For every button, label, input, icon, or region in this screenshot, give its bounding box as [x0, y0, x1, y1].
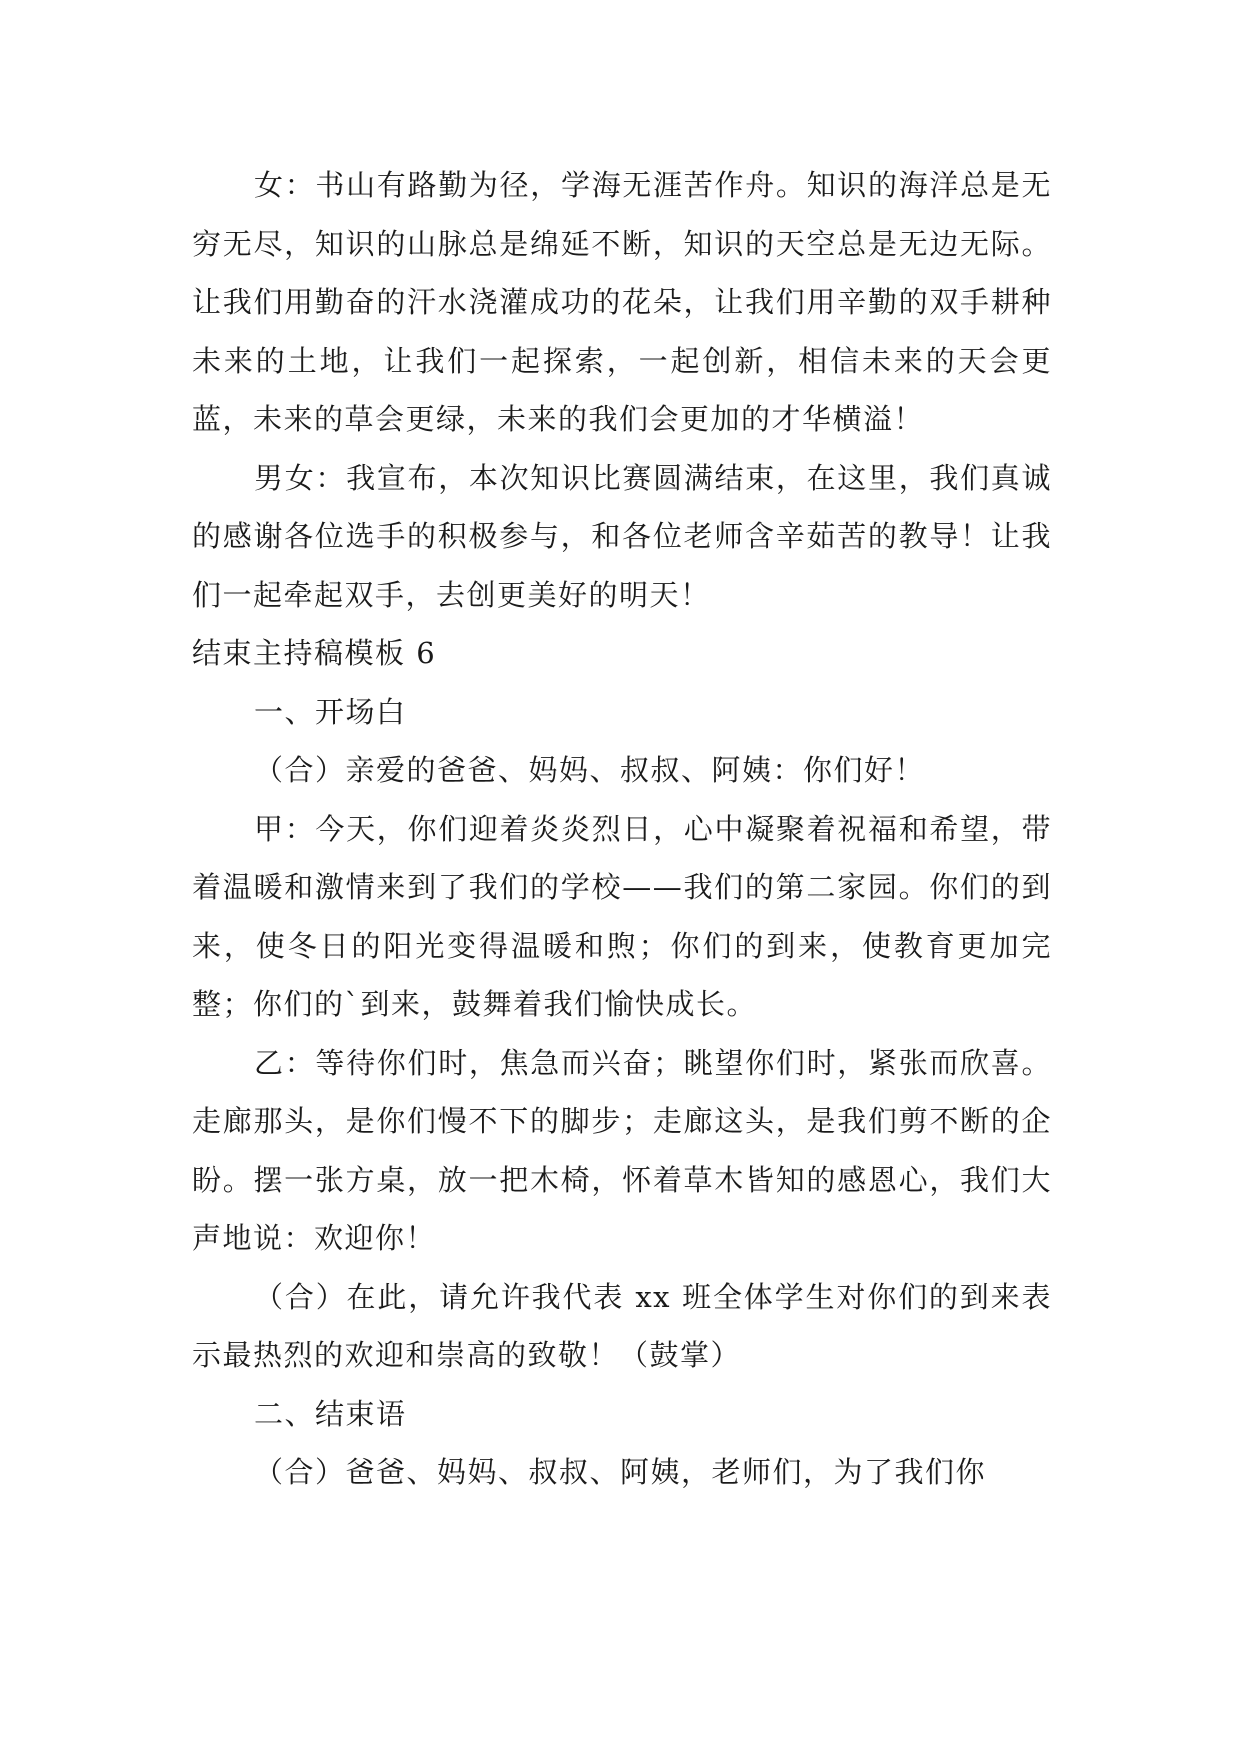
paragraph-female-host: 女：书山有路勤为径，学海无涯苦作舟。知识的海洋总是无穷无尽，知识的山脉总是绵延不断，知识的天空总是无边无际。让我们用勤奋的汗水浇灌成功的花朵，让我们用辛勤的双手耕种未来的土地，让我们一起探索，一起创新，相信未来的天会更蓝，未来的草会更绿，未来的我们会更加的才华横溢！ [192, 168, 1052, 436]
paragraph-closing: （合）爸爸、妈妈、叔叔、阿姨，老师们，为了我们你 [254, 1455, 987, 1489]
section-title: 结束主持稿模板 6 [192, 636, 437, 670]
subheading-opening: 一、开场白 [254, 694, 407, 729]
paragraph-welcome: （合）在此，请允许我代表 xx 班全体学生对你们的到来表示最热烈的欢迎和崇高的致敬！（鼓掌） [192, 1279, 1052, 1372]
paragraph-both-hosts: 男女：我宣布，本次知识比赛圆满结束，在这里，我们真诚的感谢各位选手的积极参与，和各位老师含辛茹苦的教导！让我们一起牵起双手，去创更美好的明天！ [192, 460, 1052, 612]
subheading-closing: 二、结束语 [254, 1396, 407, 1431]
paragraph-greeting: （合）亲爱的爸爸、妈妈、叔叔、阿姨：你们好！ [254, 753, 926, 787]
paragraph-host-b: 乙：等待你们时，焦急而兴奋；眺望你们时，紧张而欣喜。走廊那头，是你们慢不下的脚步；走廊这头，是我们剪不断的企盼。摆一张方桌，放一把木椅，怀着草木皆知的感恩心，我们大声地说：欢迎你！ [192, 1045, 1052, 1255]
paragraph-host-a: 甲：今天，你们迎着炎炎烈日，心中凝聚着祝福和希望，带着温暖和激情来到了我们的学校——我们的第二家园。你们的到来，使冬日的阳光变得温暖和煦；你们的到来，使教育更加完整；你们的`到来，鼓舞着我们愉快成长。 [192, 811, 1052, 1021]
document-body [192, 156, 1052, 1502]
